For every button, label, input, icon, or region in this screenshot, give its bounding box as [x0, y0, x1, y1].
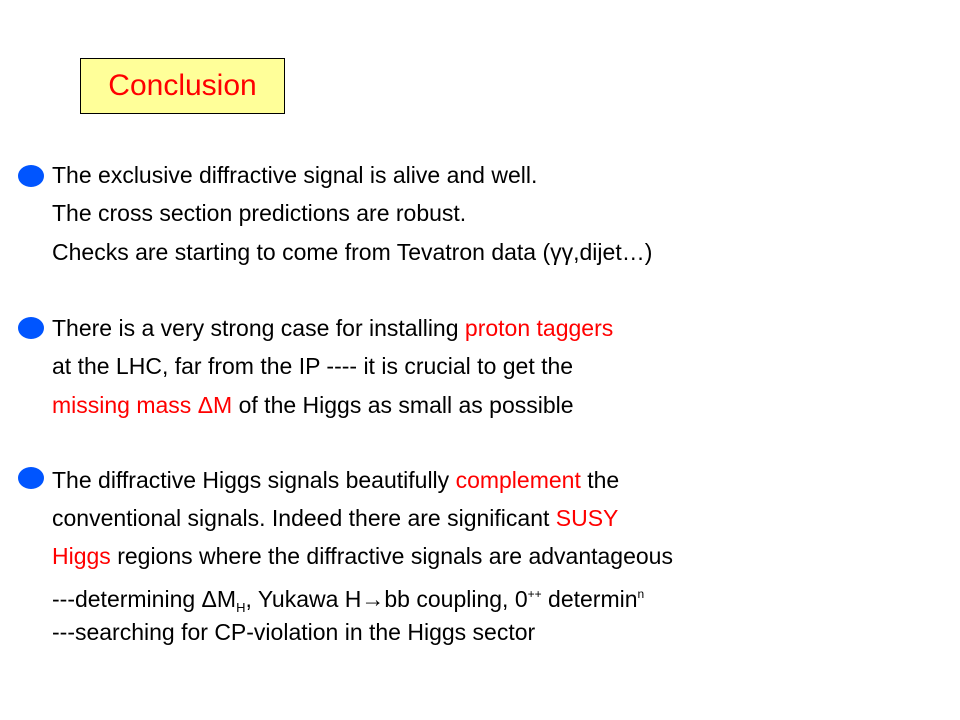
line-3-2-text: conventional signals. Indeed there are significant: [52, 505, 556, 531]
line-3-4-part-4: determin: [541, 586, 638, 612]
superscript-n: n: [637, 587, 645, 601]
line-2-3: [52, 390, 574, 420]
slide-title: Conclusion: [108, 69, 257, 102]
line-3-4-part-2: , Yukawa H: [245, 586, 362, 612]
line-2-1-text: There is a very strong case for installing: [52, 315, 465, 341]
subscript-h: H: [236, 600, 246, 615]
line-3-4-part-3: bb coupling, 0: [384, 586, 528, 612]
line-3-1: [52, 465, 619, 495]
highlight-proton-taggers: proton taggers: [464, 315, 614, 341]
bullet-2-icon: [18, 317, 44, 339]
highlight-complement: complement: [455, 467, 581, 493]
line-3-3: [52, 541, 673, 571]
bullet-1-icon: [18, 165, 44, 187]
line-3-2: [52, 503, 618, 533]
line-3-1-text: The diffractive Higgs signals beautifully: [52, 467, 456, 493]
line-1-1: The exclusive diffractive signal is alive and well.: [52, 162, 538, 188]
title-box: [80, 58, 285, 114]
line-1-3: Checks are starting to come from Tevatron data (γγ,dijet…): [52, 239, 653, 265]
line-3-1-text-end: the: [580, 467, 620, 493]
bullet-3-icon: [18, 467, 44, 489]
line-1-2: The cross section predictions are robust.: [52, 200, 467, 226]
superscript-plus-plus: ++: [527, 587, 542, 601]
line-2-3-text: of the Higgs as small as possible: [232, 392, 574, 418]
highlight-higgs: Higgs: [52, 543, 111, 569]
line-3-5: ---searching for CP-violation in the Higgs sector: [52, 619, 536, 645]
line-2-2: at the LHC, far from the IP ---- it is crucial to get the: [52, 353, 574, 379]
line-2-1: [52, 313, 613, 343]
line-3-3-text: regions where the diffractive signals are advantageous: [110, 543, 673, 569]
highlight-missing-mass: missing mass ΔM: [52, 392, 233, 418]
highlight-susy: SUSY: [555, 505, 619, 531]
right-arrow-icon: →: [361, 586, 385, 612]
line-3-4-part-1: ---determining ΔM: [52, 586, 237, 612]
